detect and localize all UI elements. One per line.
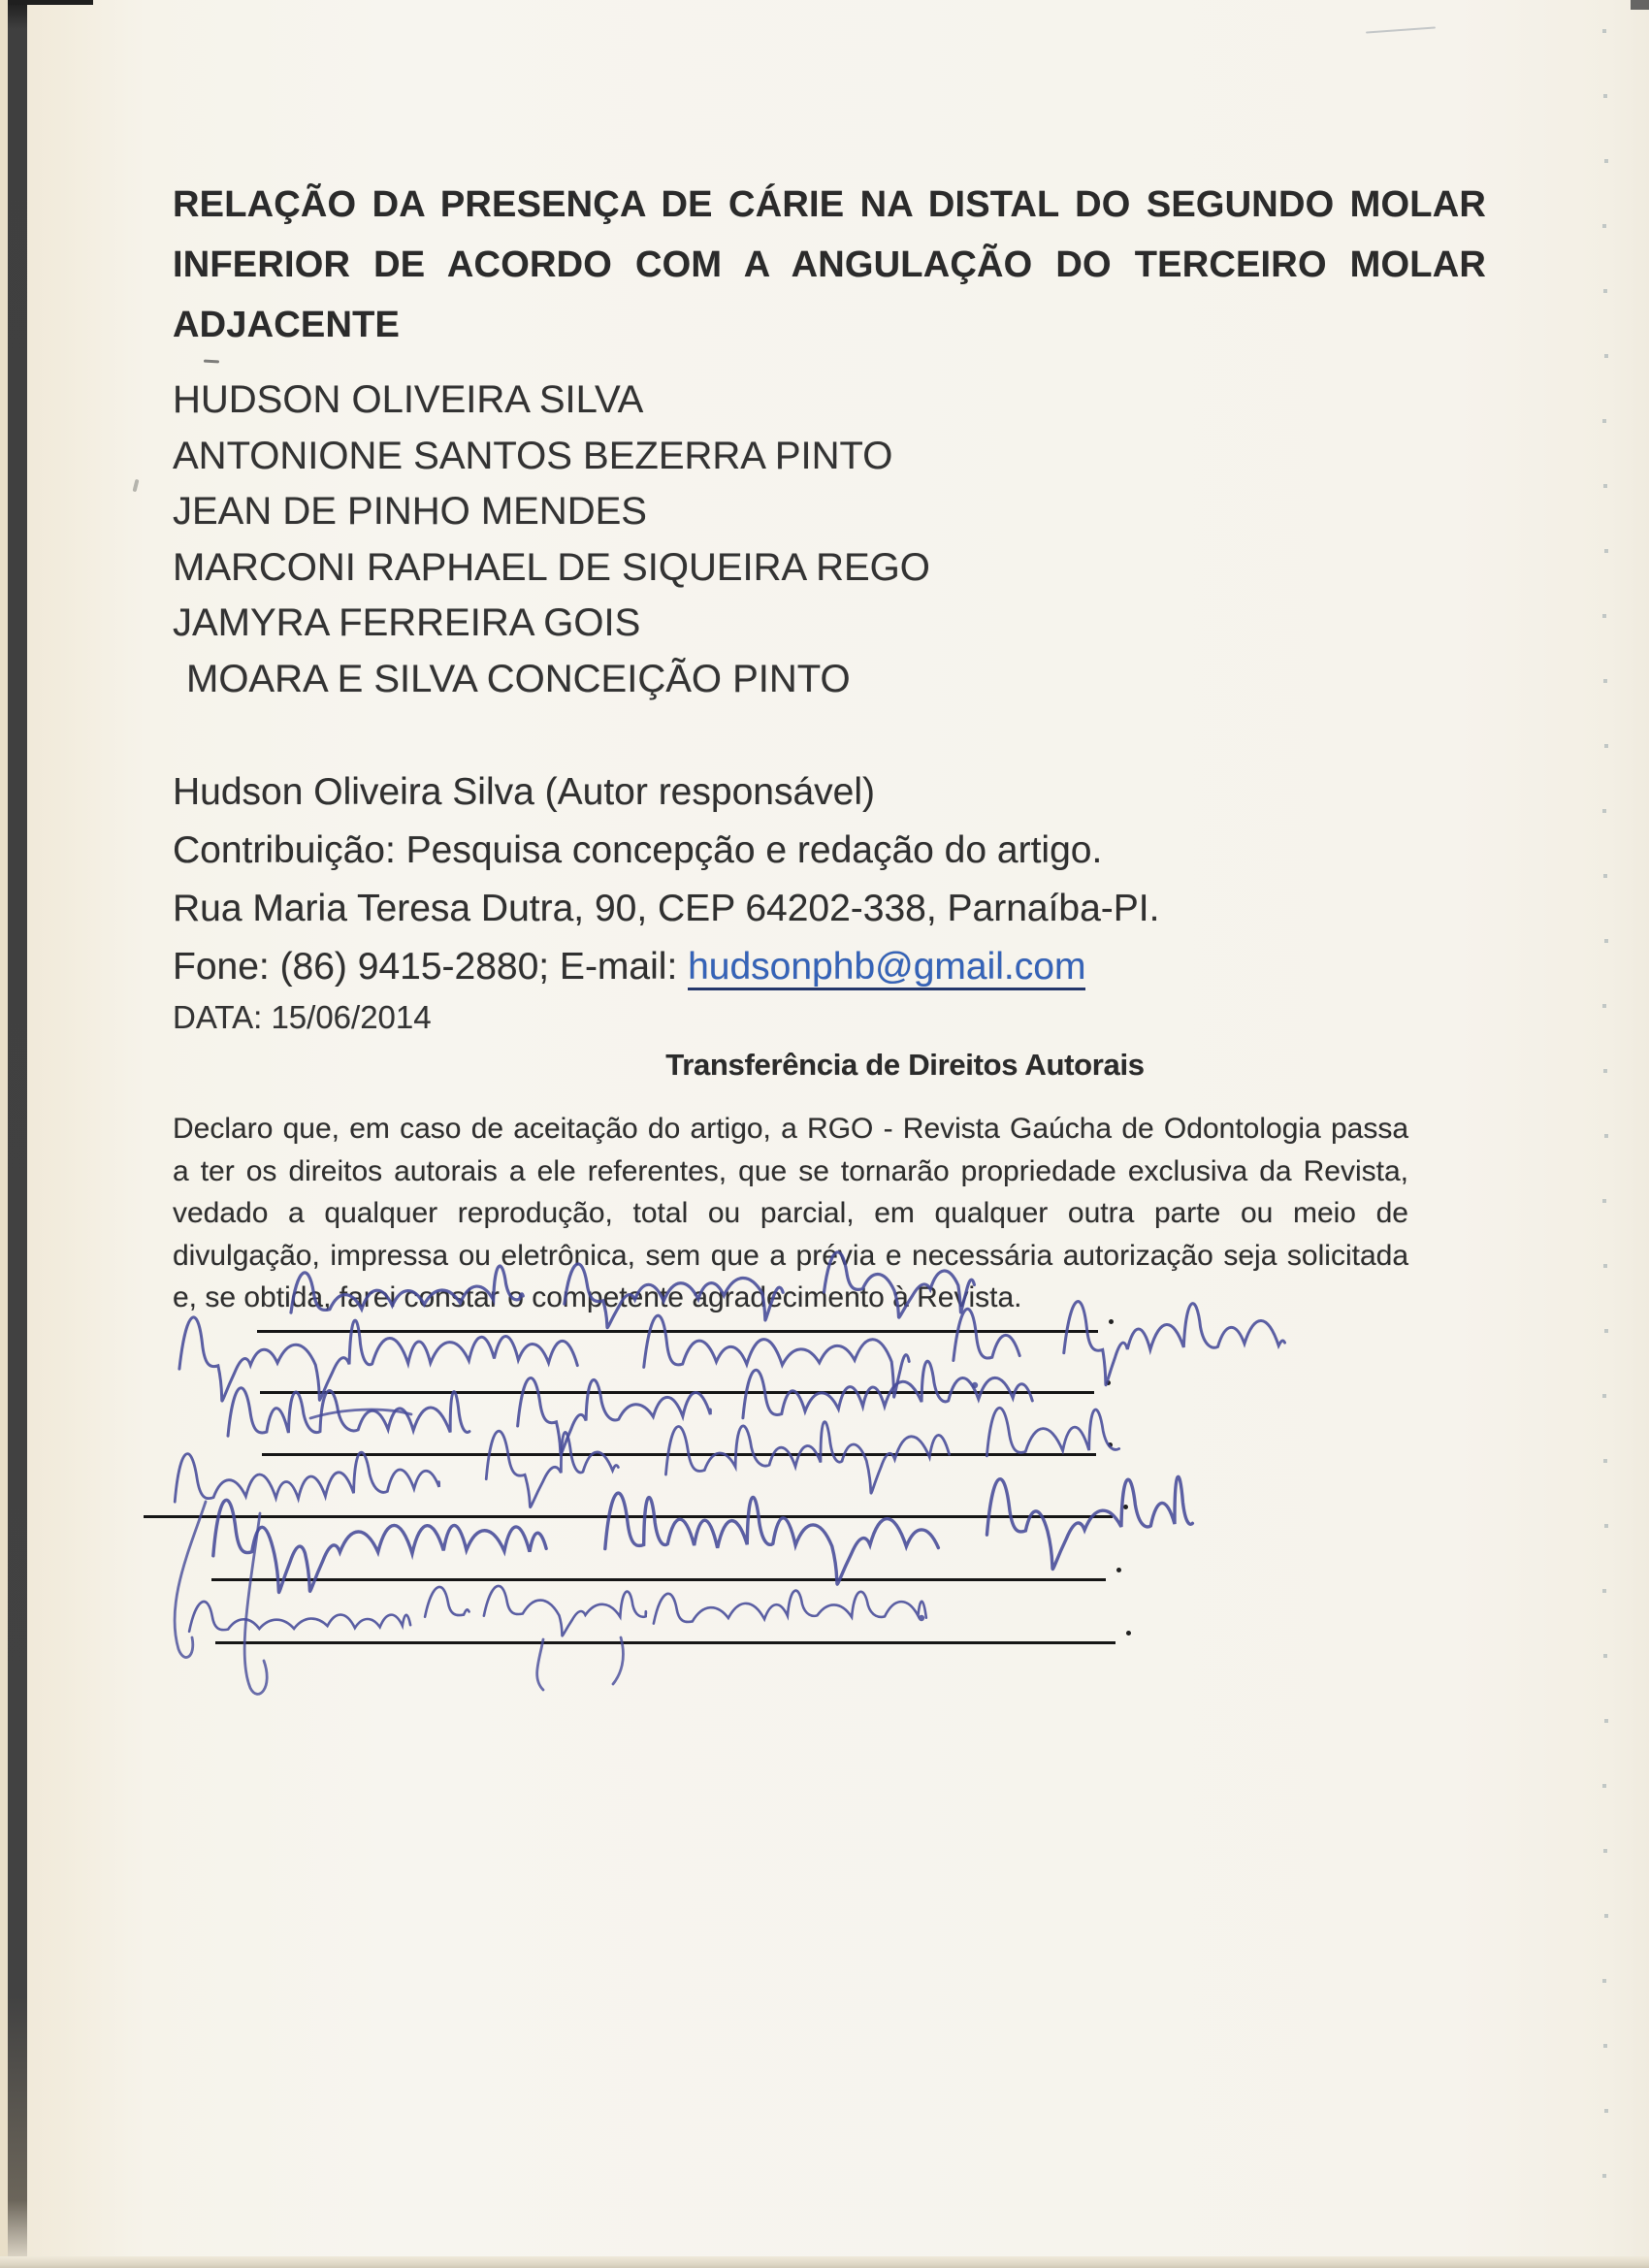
- pen-quote-mark: [132, 479, 139, 493]
- author-name: ANTONIONE SANTOS BEZERRA PINTO: [173, 434, 893, 477]
- perforation-dot: [1603, 289, 1607, 293]
- line-end-dot: [1108, 1442, 1113, 1447]
- perforation-dot: [1602, 1394, 1606, 1398]
- scan-corner-artifact: [1631, 0, 1649, 10]
- perforation-dot: [1603, 94, 1607, 98]
- perforation-dot: [1604, 1914, 1608, 1918]
- perforation-dot: [1604, 354, 1608, 358]
- perforation-dot: [1603, 484, 1607, 488]
- phone-email-line: [173, 938, 1385, 996]
- contribution-line: Contribuição: Pesquisa concepção e redação do artigo.: [173, 829, 1103, 871]
- perforation-dot: [1602, 29, 1606, 33]
- signature-ink: [226, 1353, 1034, 1469]
- responsible-author-line: Hudson Oliveira Silva (Autor responsável): [173, 771, 875, 813]
- perforation-dot: [1604, 1134, 1608, 1138]
- perforation-dot: [1603, 1069, 1607, 1073]
- pen-dash-mark: [204, 360, 219, 364]
- perforation-dot: [1603, 2044, 1607, 2048]
- perforation-dot: [1602, 809, 1606, 813]
- signature-flourish: [310, 1409, 411, 1418]
- perforation-dot: [1602, 224, 1606, 228]
- perforation-dot: [1604, 1524, 1608, 1528]
- perforation-dot: [1603, 1849, 1607, 1853]
- perforation-dot: [1602, 1589, 1606, 1593]
- author-name: JEAN DE PINHO MENDES: [173, 490, 647, 533]
- scan-bottom-edge: [0, 2256, 1649, 2268]
- perforation-dot: [1602, 1979, 1606, 1983]
- title-line-3: ADJACENTE: [173, 305, 401, 345]
- line-end-dot: [1109, 1319, 1114, 1324]
- perforation-dot: [1604, 2109, 1608, 2113]
- perforation-dot: [1604, 744, 1608, 748]
- title-line-2: INFERIOR DE ACORDO COM A ANGULAÇÃO DO TERCEIRO MOLAR: [173, 244, 1486, 285]
- line-end-dot: [1123, 1505, 1128, 1509]
- declaration-line: e, se obtida, farei constar o competente agradecimento à Revista.: [173, 1281, 1022, 1313]
- perforation-dot: [1602, 1199, 1606, 1203]
- date-line: DATA: 15/06/2014: [173, 999, 432, 1035]
- signature-flourish: [244, 1513, 267, 1694]
- perforation-dot: [1604, 1329, 1608, 1333]
- contact-block: [173, 763, 1385, 996]
- perforation-dot: [1604, 159, 1608, 163]
- declaration-line: divulgação, impressa ou eletrônica, sem que a prévia e necessária autorização seja solicitada: [173, 1239, 1408, 1272]
- author-name: JAMYRA FERREIRA GOIS: [173, 601, 641, 644]
- perforation-dot: [1603, 679, 1607, 683]
- perforation-dot: [1604, 1719, 1608, 1723]
- signature-line: [144, 1515, 1113, 1518]
- signature-ink: [188, 1578, 926, 1642]
- email-link[interactable]: hudsonphb@gmail.com: [688, 946, 1085, 990]
- perforation-dot: [1602, 1004, 1606, 1008]
- perforation-dot: [1604, 939, 1608, 943]
- perforation-dot: [1603, 1654, 1607, 1658]
- perforation-dot: [1602, 614, 1606, 618]
- author-name: HUDSON OLIVEIRA SILVA: [173, 378, 644, 421]
- declaration-line: vedado a qualquer reprodução, total ou parcial, em qualquer outra parte ou meio de: [173, 1197, 1408, 1229]
- scan-scratch-artifact: [1366, 26, 1436, 33]
- signature-ink: [172, 1399, 1120, 1530]
- signature-line: [211, 1578, 1106, 1581]
- signature-line: [257, 1330, 1098, 1333]
- title-line-1: RELAÇÃO DA PRESENÇA DE CÁRIE NA DISTAL DO SEGUNDO MOLAR: [173, 184, 1486, 225]
- author-name: MOARA E SILVA CONCEIÇÃO PINTO: [186, 657, 851, 700]
- perforation-dot: [1602, 1784, 1606, 1788]
- line-end-dot: [1126, 1631, 1131, 1636]
- address-line: Rua Maria Teresa Dutra, 90, CEP 64202-338, Parnaíba-PI.: [173, 888, 1160, 929]
- signature-line: [260, 1391, 1094, 1394]
- perforation-dot: [1603, 1459, 1607, 1463]
- perforation-dot: [1603, 874, 1607, 878]
- scanner-top-bar: [8, 0, 93, 5]
- signature-flourish: [537, 1639, 543, 1690]
- perforation-dot: [1604, 549, 1608, 553]
- signature-ink: [211, 1467, 1194, 1606]
- author-name: MARCONI RAPHAEL DE SIQUEIRA REGO: [173, 545, 930, 589]
- declaration-line: Declaro que, em caso de aceitação do artigo, a RGO - Revista Gaúcha de Odontologia passa: [173, 1113, 1408, 1145]
- signature-period-dot: [919, 1615, 924, 1621]
- phone-label: Fone: (86) 9415-2880; E-mail:: [173, 946, 689, 988]
- article-title: [173, 175, 1486, 355]
- copyright-declaration: [173, 1108, 1408, 1319]
- scanner-edge-strip: [8, 0, 27, 2268]
- line-end-dot: [1116, 1568, 1121, 1572]
- signature-period-dot: [972, 1382, 978, 1388]
- author-list: [173, 373, 1288, 707]
- declaration-line: a ter os direitos autorais a ele referentes, que se tornarão propriedade exclusiva da Revista,: [173, 1154, 1408, 1187]
- transfer-heading: Transferência de Direitos Autorais: [665, 1048, 1145, 1082]
- line-end-dot: [1106, 1380, 1111, 1385]
- signature-line: [262, 1453, 1096, 1456]
- signature-line: [215, 1641, 1116, 1644]
- signature-flourish: [613, 1637, 623, 1684]
- perforation-dot: [1602, 419, 1606, 423]
- perforation-dot: [1602, 2174, 1606, 2178]
- signature-flourish: [175, 1502, 206, 1658]
- perforation-dot: [1603, 1264, 1607, 1268]
